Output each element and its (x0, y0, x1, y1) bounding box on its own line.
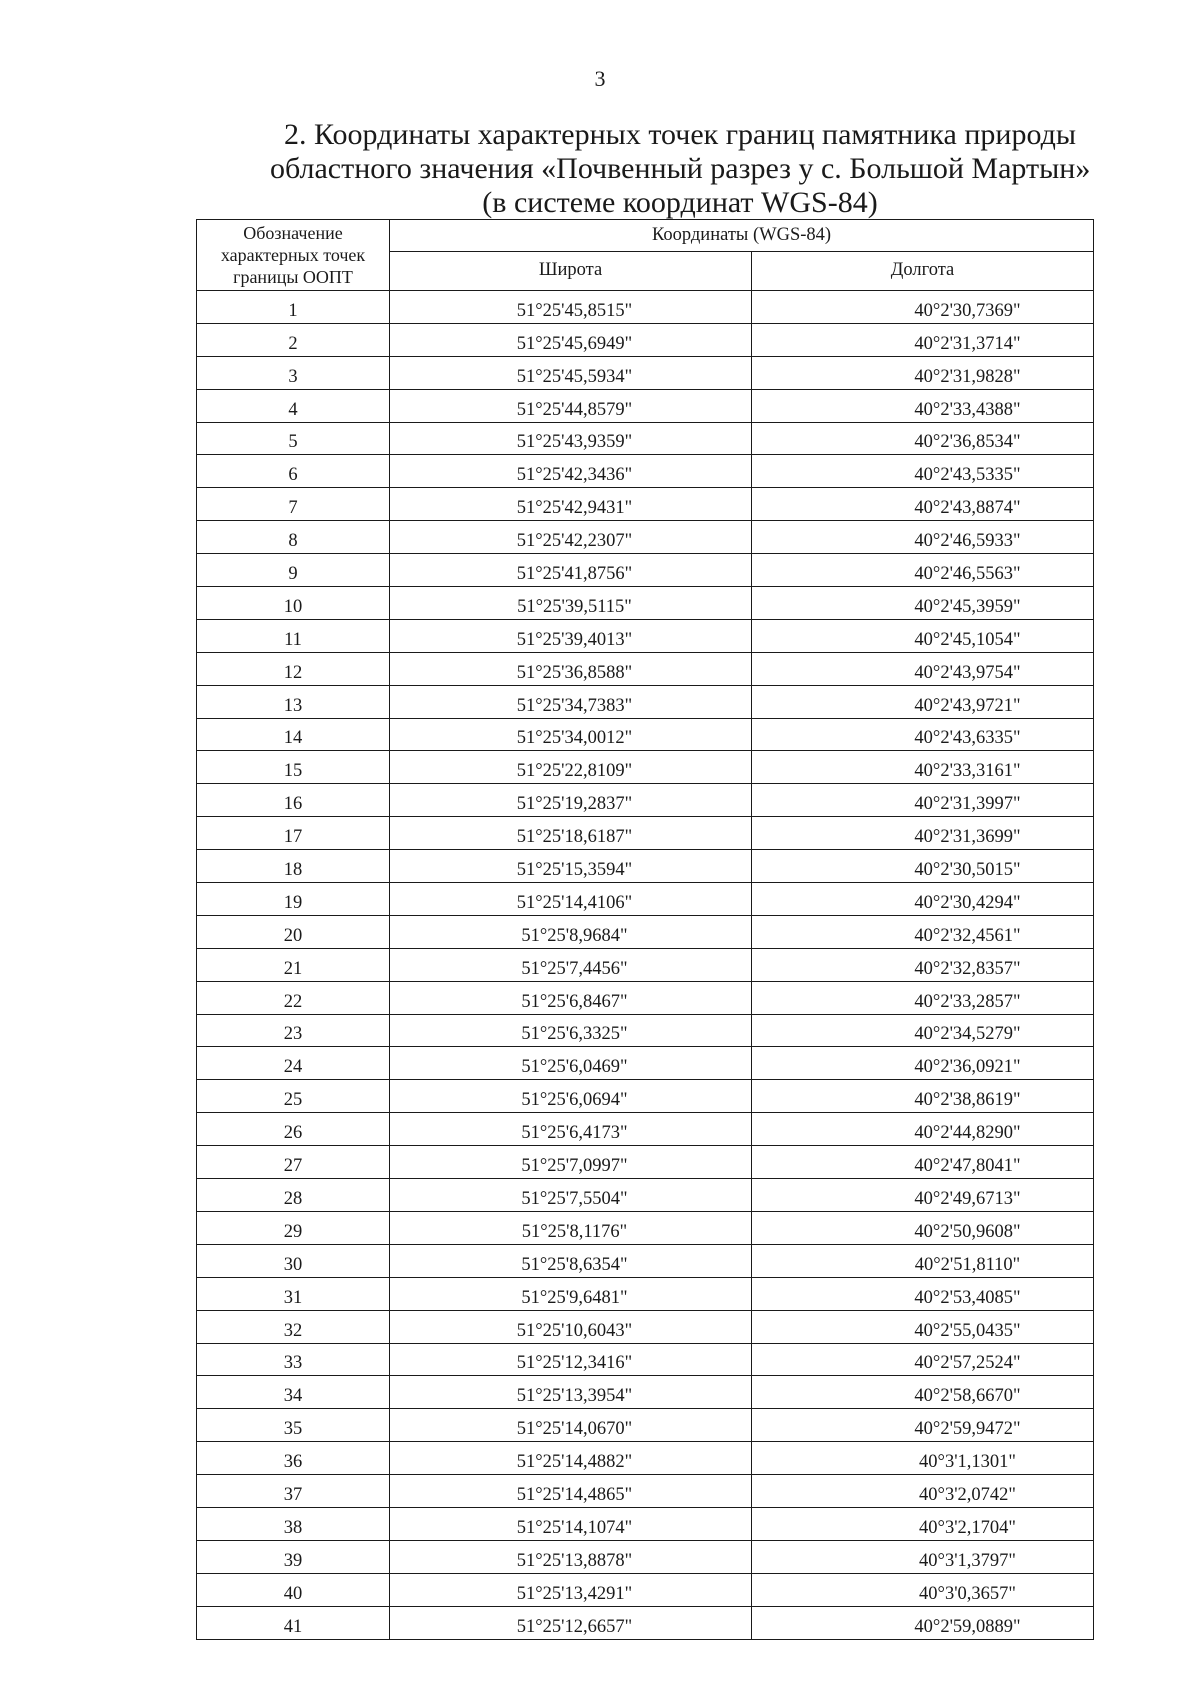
latitude-cell: 51°25'45,5934" (390, 356, 752, 389)
table-row (197, 1047, 1094, 1080)
longitude-cell: 40°2'30,4294" (752, 883, 1094, 916)
table-row (197, 422, 1094, 455)
latitude-cell: 51°25'42,2307" (390, 521, 752, 554)
latitude-cell: 51°25'6,4173" (390, 1113, 752, 1146)
title-line-2: областного значения «Почвенный разрез у с. Большой Мартын» (270, 152, 1091, 185)
point-number-cell: 9 (197, 554, 390, 587)
point-number-cell: 12 (197, 652, 390, 685)
longitude-cell: 40°2'49,6713" (752, 1179, 1094, 1212)
longitude-cell: 40°2'43,8874" (752, 488, 1094, 521)
point-number-cell: 13 (197, 685, 390, 718)
table-row (197, 1409, 1094, 1442)
longitude-cell: 40°2'33,2857" (752, 981, 1094, 1014)
coordinates-table (196, 219, 1094, 1640)
table-row (197, 718, 1094, 751)
page-number: 3 (594, 66, 606, 91)
latitude-cell: 51°25'14,4106" (390, 883, 752, 916)
header-longitude: Долгота (752, 251, 1094, 290)
point-number-cell: 36 (197, 1442, 390, 1475)
latitude-cell: 51°25'12,3416" (390, 1343, 752, 1376)
point-number-cell: 34 (197, 1376, 390, 1409)
latitude-cell: 51°25'13,8878" (390, 1540, 752, 1573)
table-row (197, 1113, 1094, 1146)
latitude-cell: 51°25'14,4882" (390, 1442, 752, 1475)
longitude-cell: 40°2'43,5335" (752, 455, 1094, 488)
latitude-cell: 51°25'13,3954" (390, 1376, 752, 1409)
latitude-cell: 51°25'42,9431" (390, 488, 752, 521)
table-row (197, 981, 1094, 1014)
point-number-cell: 18 (197, 850, 390, 883)
longitude-cell: 40°2'33,4388" (752, 389, 1094, 422)
table-row (197, 1310, 1094, 1343)
latitude-cell: 51°25'6,0469" (390, 1047, 752, 1080)
table-row (197, 521, 1094, 554)
longitude-cell: 40°2'50,9608" (752, 1211, 1094, 1244)
longitude-cell: 40°2'53,4085" (752, 1277, 1094, 1310)
longitude-cell: 40°3'0,3657" (752, 1573, 1094, 1606)
table-row (197, 1475, 1094, 1508)
latitude-cell: 51°25'45,6949" (390, 323, 752, 356)
table-row (197, 883, 1094, 916)
table-row (197, 850, 1094, 883)
table-row (197, 1277, 1094, 1310)
coordinates-table-body (197, 291, 1094, 1640)
longitude-cell: 40°2'43,6335" (752, 718, 1094, 751)
longitude-cell: 40°2'45,3959" (752, 587, 1094, 620)
longitude-cell: 40°2'44,8290" (752, 1113, 1094, 1146)
latitude-cell: 51°25'10,6043" (390, 1310, 752, 1343)
latitude-cell: 51°25'7,4456" (390, 948, 752, 981)
latitude-cell: 51°25'14,1074" (390, 1507, 752, 1540)
latitude-cell: 51°25'8,9684" (390, 915, 752, 948)
point-number-cell: 23 (197, 1014, 390, 1047)
table-row (197, 323, 1094, 356)
longitude-cell: 40°3'2,1704" (752, 1507, 1094, 1540)
header-designation-line-2: характерных точек (220, 245, 366, 265)
latitude-cell: 51°25'13,4291" (390, 1573, 752, 1606)
longitude-cell: 40°2'36,0921" (752, 1047, 1094, 1080)
table-row (197, 1343, 1094, 1376)
table-row (197, 619, 1094, 652)
point-number-cell: 27 (197, 1146, 390, 1179)
point-number-cell: 5 (197, 422, 390, 455)
table-row (197, 817, 1094, 850)
point-number-cell: 35 (197, 1409, 390, 1442)
point-number-cell: 26 (197, 1113, 390, 1146)
longitude-cell: 40°2'47,8041" (752, 1146, 1094, 1179)
latitude-cell: 51°25'14,4865" (390, 1475, 752, 1508)
point-number-cell: 10 (197, 587, 390, 620)
point-number-cell: 3 (197, 356, 390, 389)
table-row (197, 915, 1094, 948)
longitude-cell: 40°2'59,0889" (752, 1606, 1094, 1639)
latitude-cell: 51°25'14,0670" (390, 1409, 752, 1442)
longitude-cell: 40°3'1,3797" (752, 1540, 1094, 1573)
table-row (197, 751, 1094, 784)
latitude-cell: 51°25'45,8515" (390, 291, 752, 324)
point-number-cell: 24 (197, 1047, 390, 1080)
latitude-cell: 51°25'7,5504" (390, 1179, 752, 1212)
longitude-cell: 40°2'58,6670" (752, 1376, 1094, 1409)
latitude-cell: 51°25'8,6354" (390, 1244, 752, 1277)
latitude-cell: 51°25'6,0694" (390, 1080, 752, 1113)
point-number-cell: 40 (197, 1573, 390, 1606)
longitude-cell: 40°2'30,7369" (752, 291, 1094, 324)
title-line-3: (в системе координат WGS-84) (482, 186, 878, 219)
table-row (197, 1507, 1094, 1540)
longitude-cell: 40°2'36,8534" (752, 422, 1094, 455)
point-number-cell: 41 (197, 1606, 390, 1639)
header-designation-line-1: Обозначение (243, 223, 343, 243)
latitude-cell: 51°25'39,5115" (390, 587, 752, 620)
longitude-cell: 40°2'30,5015" (752, 850, 1094, 883)
longitude-cell: 40°2'31,9828" (752, 356, 1094, 389)
point-number-cell: 25 (197, 1080, 390, 1113)
point-number-cell: 37 (197, 1475, 390, 1508)
latitude-cell: 51°25'41,8756" (390, 554, 752, 587)
table-row (197, 948, 1094, 981)
point-number-cell: 30 (197, 1244, 390, 1277)
table-row (197, 1442, 1094, 1475)
point-number-cell: 17 (197, 817, 390, 850)
latitude-cell: 51°25'7,0997" (390, 1146, 752, 1179)
longitude-cell: 40°2'45,1054" (752, 619, 1094, 652)
point-number-cell: 19 (197, 883, 390, 916)
latitude-cell: 51°25'18,6187" (390, 817, 752, 850)
point-number-cell: 8 (197, 521, 390, 554)
table-row (197, 1080, 1094, 1113)
longitude-cell: 40°2'59,9472" (752, 1409, 1094, 1442)
point-number-cell: 20 (197, 915, 390, 948)
point-number-cell: 7 (197, 488, 390, 521)
point-number-cell: 39 (197, 1540, 390, 1573)
longitude-cell: 40°2'32,8357" (752, 948, 1094, 981)
latitude-cell: 51°25'8,1176" (390, 1211, 752, 1244)
longitude-cell: 40°2'43,9721" (752, 685, 1094, 718)
latitude-cell: 51°25'6,3325" (390, 1014, 752, 1047)
table-row (197, 1146, 1094, 1179)
point-number-cell: 38 (197, 1507, 390, 1540)
header-coordinates: Координаты (WGS-84) (390, 220, 1094, 252)
table-row (197, 1376, 1094, 1409)
point-number-cell: 14 (197, 718, 390, 751)
latitude-cell: 51°25'12,6657" (390, 1606, 752, 1639)
longitude-cell: 40°2'46,5563" (752, 554, 1094, 587)
latitude-cell: 51°25'44,8579" (390, 389, 752, 422)
latitude-cell: 51°25'9,6481" (390, 1277, 752, 1310)
point-number-cell: 29 (197, 1211, 390, 1244)
longitude-cell: 40°2'33,3161" (752, 751, 1094, 784)
point-number-cell: 2 (197, 323, 390, 356)
latitude-cell: 51°25'34,7383" (390, 685, 752, 718)
longitude-cell: 40°2'51,8110" (752, 1244, 1094, 1277)
latitude-cell: 51°25'19,2837" (390, 784, 752, 817)
table-row (197, 784, 1094, 817)
point-number-cell: 16 (197, 784, 390, 817)
table-row (197, 291, 1094, 324)
latitude-cell: 51°25'6,8467" (390, 981, 752, 1014)
header-latitude: Широта (390, 251, 752, 290)
table-row (197, 455, 1094, 488)
point-number-cell: 1 (197, 291, 390, 324)
table-row (197, 1573, 1094, 1606)
longitude-cell: 40°2'32,4561" (752, 915, 1094, 948)
longitude-cell: 40°2'31,3997" (752, 784, 1094, 817)
table-row (197, 1540, 1094, 1573)
table-row (197, 685, 1094, 718)
table-row (197, 652, 1094, 685)
title-line-1: 2. Координаты характерных точек границ памятника природы (283, 118, 1077, 151)
table-row (197, 1179, 1094, 1212)
longitude-cell: 40°2'46,5933" (752, 521, 1094, 554)
point-number-cell: 4 (197, 389, 390, 422)
longitude-cell: 40°2'38,8619" (752, 1080, 1094, 1113)
point-number-cell: 21 (197, 948, 390, 981)
point-number-cell: 28 (197, 1179, 390, 1212)
table-row (197, 1244, 1094, 1277)
longitude-cell: 40°2'55,0435" (752, 1310, 1094, 1343)
longitude-cell: 40°2'43,9754" (752, 652, 1094, 685)
table-row (197, 389, 1094, 422)
table-row (197, 1211, 1094, 1244)
point-number-cell: 32 (197, 1310, 390, 1343)
table-row (197, 356, 1094, 389)
point-number-cell: 31 (197, 1277, 390, 1310)
header-designation-line-3: границы ООПТ (233, 267, 353, 287)
longitude-cell: 40°2'31,3714" (752, 323, 1094, 356)
latitude-cell: 51°25'22,8109" (390, 751, 752, 784)
table-row (197, 587, 1094, 620)
latitude-cell: 51°25'34,0012" (390, 718, 752, 751)
table-row (197, 554, 1094, 587)
latitude-cell: 51°25'43,9359" (390, 422, 752, 455)
point-number-cell: 22 (197, 981, 390, 1014)
point-number-cell: 6 (197, 455, 390, 488)
table-row (197, 1014, 1094, 1047)
longitude-cell: 40°2'57,2524" (752, 1343, 1094, 1376)
latitude-cell: 51°25'39,4013" (390, 619, 752, 652)
header-designation (197, 220, 390, 291)
longitude-cell: 40°3'2,0742" (752, 1475, 1094, 1508)
longitude-cell: 40°2'31,3699" (752, 817, 1094, 850)
latitude-cell: 51°25'36,8588" (390, 652, 752, 685)
point-number-cell: 33 (197, 1343, 390, 1376)
point-number-cell: 11 (197, 619, 390, 652)
latitude-cell: 51°25'15,3594" (390, 850, 752, 883)
latitude-cell: 51°25'42,3436" (390, 455, 752, 488)
table-row (197, 1606, 1094, 1639)
table-row (197, 488, 1094, 521)
longitude-cell: 40°3'1,1301" (752, 1442, 1094, 1475)
document-title (270, 118, 1090, 220)
point-number-cell: 15 (197, 751, 390, 784)
longitude-cell: 40°2'34,5279" (752, 1014, 1094, 1047)
